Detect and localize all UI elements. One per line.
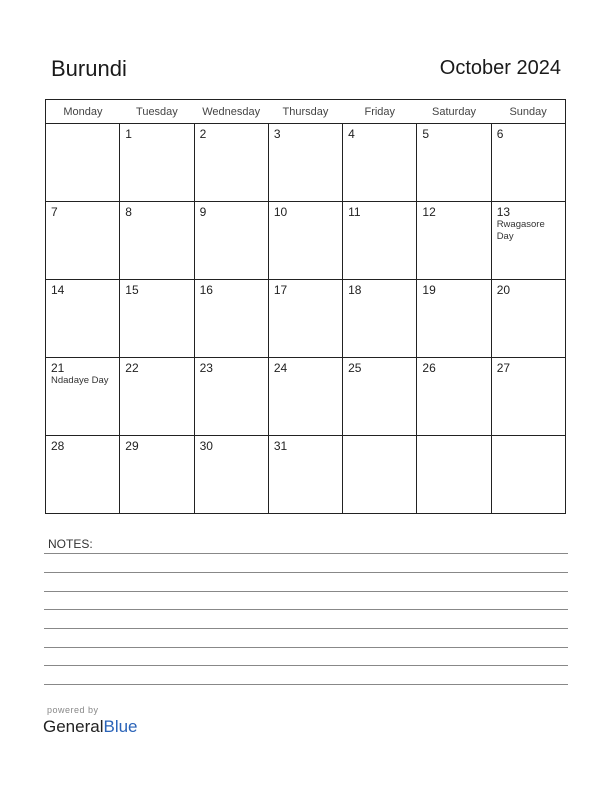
day-number: 12 bbox=[422, 205, 436, 219]
day-cell bbox=[120, 280, 194, 358]
day-cell bbox=[343, 202, 417, 280]
powered-by-text: powered by bbox=[47, 705, 99, 715]
day-number: 2 bbox=[199, 127, 207, 141]
week-row bbox=[46, 124, 566, 202]
day-number: 9 bbox=[199, 205, 207, 219]
day-cell bbox=[417, 202, 491, 280]
weekday-monday: Monday bbox=[46, 100, 120, 124]
empty-day-cell bbox=[491, 436, 565, 514]
day-cell bbox=[120, 436, 194, 514]
calendar-grid bbox=[45, 99, 566, 514]
day-number: 1 bbox=[125, 127, 132, 141]
week-row bbox=[46, 280, 566, 358]
brand-blue: Blue bbox=[103, 717, 138, 736]
notes-label: NOTES: bbox=[48, 537, 93, 551]
day-cell bbox=[491, 124, 565, 202]
empty-day-cell bbox=[46, 124, 120, 202]
weekday-tuesday: Tuesday bbox=[120, 100, 194, 124]
generalblue-logo[interactable] bbox=[43, 717, 138, 737]
note-line bbox=[44, 647, 568, 648]
month-title: October 2024 bbox=[439, 57, 561, 79]
day-number: 14 bbox=[51, 283, 65, 297]
holiday-label: Rwagasore Day bbox=[496, 219, 545, 242]
week-row bbox=[46, 358, 566, 436]
day-cell bbox=[194, 358, 268, 436]
note-line bbox=[44, 609, 568, 610]
day-number: 21 bbox=[51, 361, 65, 375]
day-number: 31 bbox=[273, 439, 288, 453]
day-cell bbox=[268, 280, 342, 358]
note-line bbox=[44, 572, 568, 573]
day-number: 23 bbox=[199, 361, 213, 375]
day-number: 7 bbox=[51, 205, 58, 219]
day-cell bbox=[417, 280, 491, 358]
day-cell bbox=[491, 280, 565, 358]
empty-day-cell bbox=[417, 436, 491, 514]
day-number: 27 bbox=[496, 361, 511, 375]
empty-day-cell bbox=[343, 436, 417, 514]
note-line bbox=[44, 591, 568, 592]
day-number: 10 bbox=[273, 205, 288, 219]
day-number: 15 bbox=[125, 283, 139, 297]
day-cell bbox=[491, 202, 565, 280]
day-number: 29 bbox=[125, 439, 139, 453]
note-line bbox=[44, 665, 568, 666]
day-cell bbox=[343, 124, 417, 202]
day-cell bbox=[46, 358, 120, 436]
day-cell bbox=[268, 124, 342, 202]
day-cell bbox=[417, 358, 491, 436]
day-cell bbox=[268, 436, 342, 514]
day-number: 8 bbox=[125, 205, 132, 219]
day-cell bbox=[343, 358, 417, 436]
weekday-sunday: Sunday bbox=[491, 100, 565, 124]
day-number: 3 bbox=[273, 127, 281, 141]
note-line bbox=[44, 684, 568, 685]
day-cell bbox=[120, 202, 194, 280]
day-number: 17 bbox=[273, 283, 288, 297]
note-line bbox=[44, 628, 568, 629]
day-number: 6 bbox=[496, 127, 504, 141]
day-number: 18 bbox=[348, 283, 362, 297]
country-title: Burundi bbox=[51, 56, 127, 81]
day-cell bbox=[343, 280, 417, 358]
day-cell bbox=[417, 124, 491, 202]
day-number: 16 bbox=[199, 283, 213, 297]
day-cell bbox=[46, 202, 120, 280]
day-number: 11 bbox=[348, 205, 361, 219]
week-row bbox=[46, 202, 566, 280]
brand-general: General bbox=[43, 717, 104, 736]
day-cell bbox=[194, 280, 268, 358]
day-cell bbox=[268, 202, 342, 280]
day-number: 28 bbox=[51, 439, 65, 453]
day-number: 4 bbox=[348, 127, 355, 141]
day-cell bbox=[120, 124, 194, 202]
day-cell bbox=[194, 436, 268, 514]
day-number: 5 bbox=[422, 127, 430, 141]
day-cell bbox=[120, 358, 194, 436]
day-number: 26 bbox=[422, 361, 436, 375]
week-row bbox=[46, 436, 566, 514]
weekday-saturday: Saturday bbox=[417, 100, 491, 124]
holiday-label: Ndadaye Day bbox=[51, 375, 109, 386]
day-cell bbox=[46, 280, 120, 358]
day-cell bbox=[268, 358, 342, 436]
day-cell bbox=[46, 436, 120, 514]
day-number: 13 bbox=[496, 205, 511, 219]
day-number: 19 bbox=[422, 283, 436, 297]
day-number: 22 bbox=[125, 361, 139, 375]
note-line bbox=[44, 553, 568, 554]
weekday-friday: Friday bbox=[343, 100, 417, 124]
day-number: 20 bbox=[496, 283, 511, 297]
day-cell bbox=[194, 202, 268, 280]
weekday-header-row bbox=[46, 100, 566, 124]
day-number: 30 bbox=[199, 439, 213, 453]
day-cell bbox=[194, 124, 268, 202]
day-number: 25 bbox=[348, 361, 362, 375]
day-number: 24 bbox=[273, 361, 288, 375]
weekday-thursday: Thursday bbox=[268, 100, 342, 124]
day-cell bbox=[491, 358, 565, 436]
weekday-wednesday: Wednesday bbox=[194, 100, 268, 124]
